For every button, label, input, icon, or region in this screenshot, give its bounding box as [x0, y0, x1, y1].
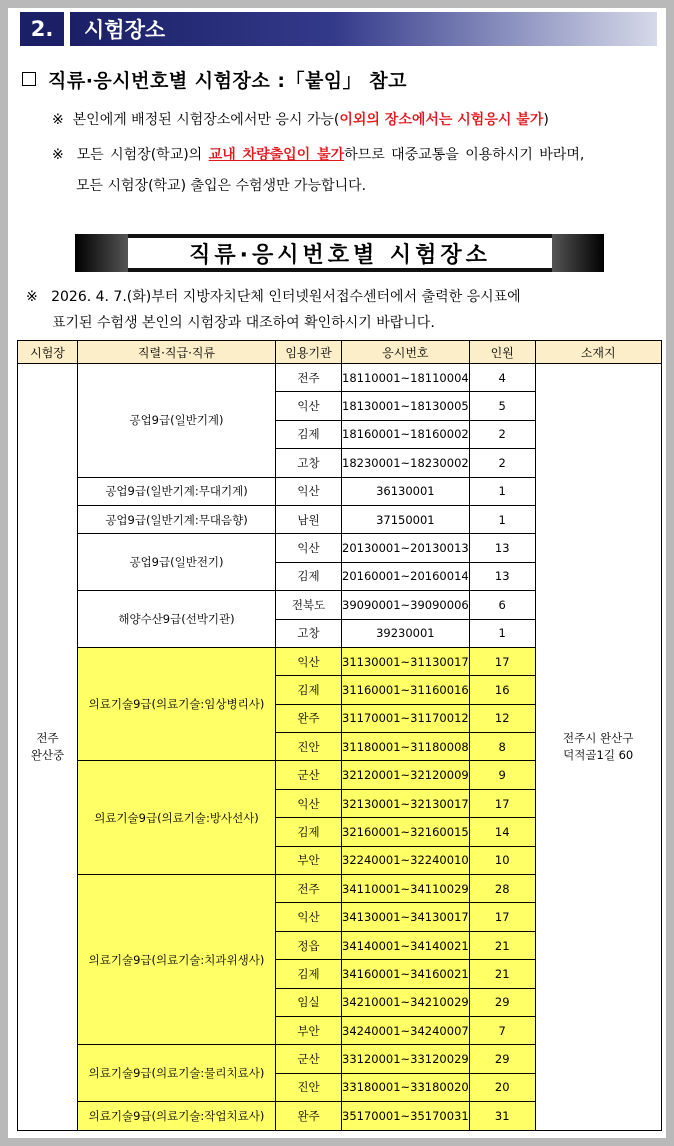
- org-cell: 정읍: [276, 931, 342, 959]
- series-cell: 의료기술9급(의료기술:임상병리사): [78, 647, 276, 761]
- org-cell: 전북도: [276, 591, 342, 619]
- col-header-number: 응시번호: [342, 341, 470, 364]
- count-cell: 4: [469, 364, 535, 392]
- exam-number-cell: 35170001~35170031: [342, 1102, 470, 1130]
- count-cell: 10: [469, 846, 535, 874]
- count-cell: 17: [469, 647, 535, 675]
- col-header-series: 직렬·직급·직류: [78, 341, 276, 364]
- exam-number-cell: 34160001~34160021: [342, 960, 470, 988]
- count-cell: 8: [469, 733, 535, 761]
- exam-number-cell: 37150001: [342, 505, 470, 533]
- exam-number-cell: 31170001~31170012: [342, 704, 470, 732]
- table-body: [18, 364, 662, 1131]
- note-1-mark: ※: [52, 112, 64, 128]
- org-cell: 부안: [276, 1016, 342, 1044]
- count-cell: 20: [469, 1073, 535, 1101]
- count-cell: 9: [469, 761, 535, 789]
- exam-number-cell: 18230001~18230002: [342, 449, 470, 477]
- exam-number-cell: 31130001~31130017: [342, 647, 470, 675]
- org-cell: 김제: [276, 562, 342, 590]
- org-cell: 완주: [276, 704, 342, 732]
- count-cell: 17: [469, 789, 535, 817]
- exam-number-cell: 39090001~39090006: [342, 591, 470, 619]
- exam-venue-table: [17, 340, 662, 1131]
- org-cell: 군산: [276, 1045, 342, 1073]
- series-cell: 공업9급(일반전기): [78, 534, 276, 591]
- org-cell: 고창: [276, 449, 342, 477]
- sub-heading-text: 직류·응시번호별 시험장소 :「붙임」 참고: [48, 70, 407, 92]
- org-cell: 익산: [276, 647, 342, 675]
- count-cell: 17: [469, 903, 535, 931]
- count-cell: 21: [469, 960, 535, 988]
- exam-number-cell: 34110001~34110029: [342, 875, 470, 903]
- count-cell: 13: [469, 562, 535, 590]
- count-cell: 7: [469, 1016, 535, 1044]
- exam-number-cell: 18160001~18160002: [342, 420, 470, 448]
- note-1-close: ): [543, 112, 549, 128]
- org-cell: 남원: [276, 505, 342, 533]
- count-cell: 5: [469, 392, 535, 420]
- note-1: [52, 111, 549, 129]
- exam-number-cell: 39230001: [342, 619, 470, 647]
- count-cell: 16: [469, 676, 535, 704]
- exam-number-cell: 34140001~34140021: [342, 931, 470, 959]
- series-cell: 의료기술9급(의료기술:물리치료사): [78, 1045, 276, 1102]
- table-header-row: [18, 341, 662, 364]
- org-cell: 전주: [276, 875, 342, 903]
- note-2-warning: 교내 차량출입이 불가: [208, 147, 345, 163]
- count-cell: 28: [469, 875, 535, 903]
- exam-number-cell: 36130001: [342, 477, 470, 505]
- table-row: [18, 364, 662, 392]
- org-cell: 김제: [276, 818, 342, 846]
- series-cell: 공업9급(일반기계:무대기계): [78, 477, 276, 505]
- org-cell: 익산: [276, 477, 342, 505]
- count-cell: 29: [469, 988, 535, 1016]
- venue-cell: 전주 완산중: [18, 364, 78, 1131]
- section-number: 2.: [20, 12, 64, 46]
- note-2-mark: ※: [52, 147, 64, 163]
- exam-number-cell: 34210001~34210029: [342, 988, 470, 1016]
- col-header-venue: 시험장: [18, 341, 78, 364]
- count-cell: 31: [469, 1102, 535, 1130]
- count-cell: 2: [469, 420, 535, 448]
- banner-title: 직류·응시번호별 시험장소: [128, 238, 552, 268]
- count-cell: 2: [469, 449, 535, 477]
- col-header-org: 임용기관: [276, 341, 342, 364]
- exam-number-cell: 20130001~20130013: [342, 534, 470, 562]
- sub-heading: [22, 66, 407, 93]
- notice-line-2: 표기된 수험생 본인의 시험장과 대조하여 확인하시기 바랍니다.: [52, 315, 435, 331]
- note-2-text-end: 하므로 대중교통을 이용하시기 바라며,: [344, 147, 585, 163]
- col-header-address: 소재지: [535, 341, 661, 364]
- count-cell: 13: [469, 534, 535, 562]
- count-cell: 1: [469, 505, 535, 533]
- exam-number-cell: 33120001~33120029: [342, 1045, 470, 1073]
- exam-number-cell: 32240001~32240010: [342, 846, 470, 874]
- table-banner: [75, 234, 604, 272]
- count-cell: 1: [469, 619, 535, 647]
- org-cell: 익산: [276, 789, 342, 817]
- notice-mark: ※: [26, 289, 38, 305]
- exam-number-cell: 32120001~32120009: [342, 761, 470, 789]
- notice-text-1: 2026. 4. 7.(화)부터 지방자치단체 인터넷원서접수센터에서 출력한 응시표에: [51, 289, 521, 305]
- note-2: [52, 146, 584, 164]
- series-cell: 공업9급(일반기계): [78, 364, 276, 478]
- exam-number-cell: 31180001~31180008: [342, 733, 470, 761]
- exam-number-cell: 32160001~32160015: [342, 818, 470, 846]
- address-cell: 전주시 완산구 덕적골1길 60: [535, 364, 661, 1131]
- col-header-count: 인원: [469, 341, 535, 364]
- org-cell: 완주: [276, 1102, 342, 1130]
- count-cell: 21: [469, 931, 535, 959]
- org-cell: 부안: [276, 846, 342, 874]
- count-cell: 6: [469, 591, 535, 619]
- series-cell: 의료기술9급(의료기술:작업치료사): [78, 1102, 276, 1130]
- series-cell: 의료기술9급(의료기술:치과위생사): [78, 875, 276, 1045]
- org-cell: 군산: [276, 761, 342, 789]
- count-cell: 14: [469, 818, 535, 846]
- series-cell: 의료기술9급(의료기술:방사선사): [78, 761, 276, 875]
- series-cell: 공업9급(일반기계:무대음향): [78, 505, 276, 533]
- exam-number-cell: 34240001~34240007: [342, 1016, 470, 1044]
- checkbox-square-icon: [22, 72, 36, 86]
- section-header: [20, 12, 657, 46]
- exam-number-cell: 20160001~20160014: [342, 562, 470, 590]
- org-cell: 진안: [276, 1073, 342, 1101]
- section-title: 시험장소: [70, 12, 657, 46]
- org-cell: 익산: [276, 392, 342, 420]
- org-cell: 진안: [276, 733, 342, 761]
- series-cell: 해양수산9급(선박기관): [78, 591, 276, 648]
- note-2-line2: 모든 시험장(학교) 출입은 수험생만 가능합니다.: [76, 178, 367, 194]
- org-cell: 익산: [276, 903, 342, 931]
- note-1-text: 본인에게 배정된 시험장소에서만 응시 가능(: [72, 112, 340, 128]
- org-cell: 임실: [276, 988, 342, 1016]
- note-1-warning: 이외의 장소에서는 시험응시 불가: [339, 112, 544, 128]
- exam-number-cell: 33180001~33180020: [342, 1073, 470, 1101]
- count-cell: 29: [469, 1045, 535, 1073]
- count-cell: 1: [469, 477, 535, 505]
- note-2-text: 모든 시험장(학교)의: [76, 147, 209, 163]
- exam-number-cell: 31160001~31160016: [342, 676, 470, 704]
- exam-number-cell: 32130001~32130017: [342, 789, 470, 817]
- exam-number-cell: 18130001~18130005: [342, 392, 470, 420]
- org-cell: 고창: [276, 619, 342, 647]
- org-cell: 익산: [276, 534, 342, 562]
- org-cell: 김제: [276, 676, 342, 704]
- org-cell: 김제: [276, 420, 342, 448]
- exam-number-cell: 34130001~34130017: [342, 903, 470, 931]
- org-cell: 전주: [276, 364, 342, 392]
- notice-line-1: [26, 288, 521, 306]
- org-cell: 김제: [276, 960, 342, 988]
- count-cell: 12: [469, 704, 535, 732]
- exam-number-cell: 18110001~18110004: [342, 364, 470, 392]
